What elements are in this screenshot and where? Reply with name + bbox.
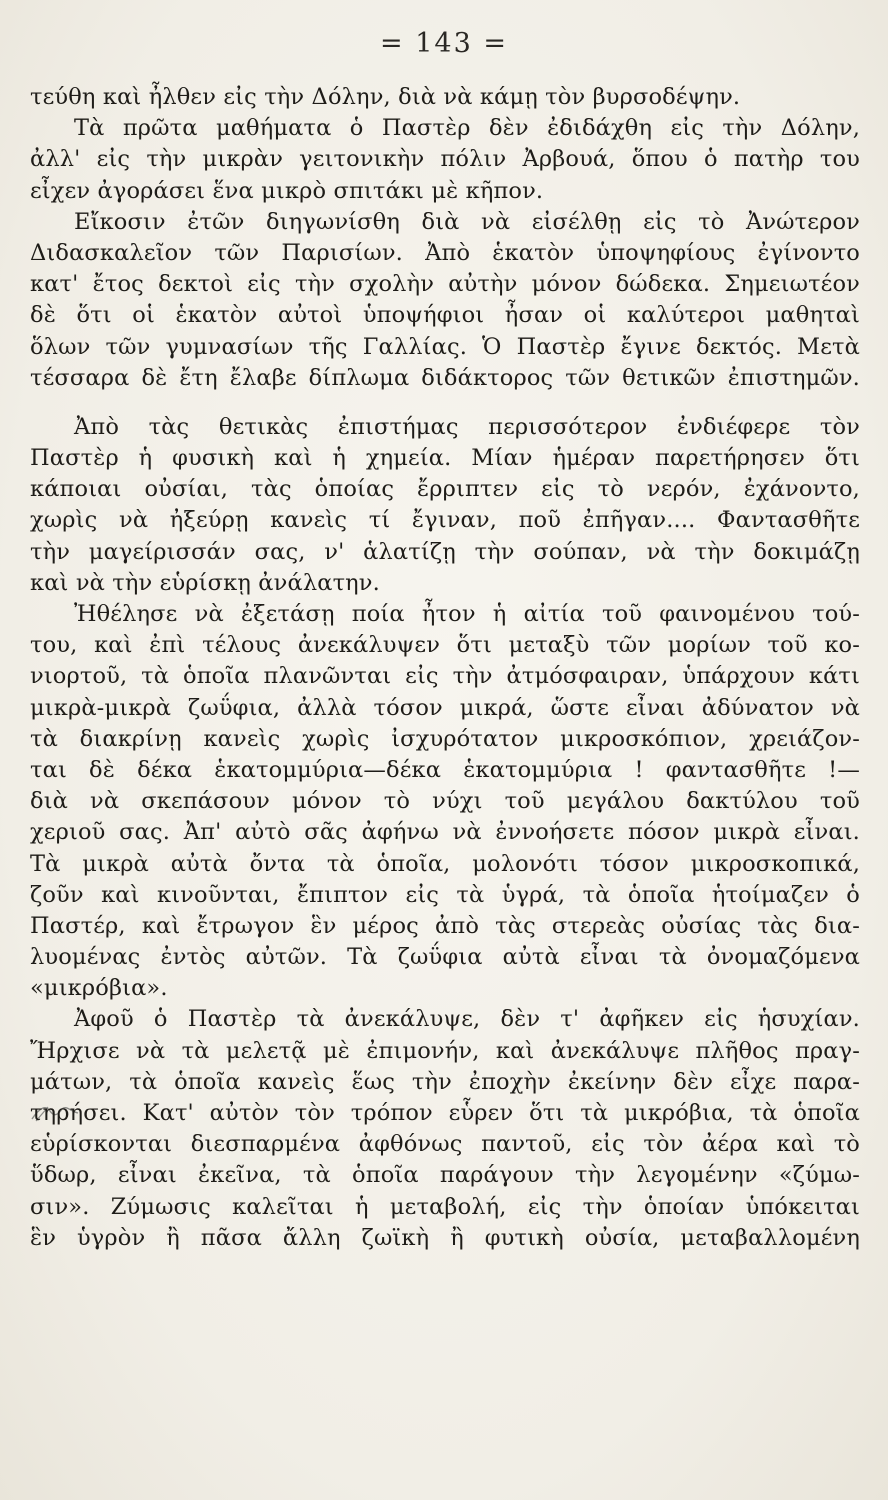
page-number: = 143 =	[380, 28, 508, 59]
text-line: ζοῦν καὶ κινοῦνται, ἔπιπτον εἰς τὰ ὑγρά, τὰ ὁποῖα ἡτοίμαζεν ὁ	[30, 881, 860, 908]
text-line: ἀλλ' εἰς τὴν μικρὰν γειτονικὴν πόλιν Ἀρβουά, ὅπου ὁ πατὴρ του	[30, 146, 860, 173]
text-line: Τὰ πρῶτα μαθήματα ὁ Παστὲρ δὲν ἐδιδάχθη εἰς τὴν Δόλην,	[74, 115, 860, 142]
text-line: εὑρίσκονται διεσπαρμένα ἀφθόνως παντοῦ, εἰς τὸν ἀέρα καὶ τὸ	[30, 1131, 860, 1158]
text-line: Ἤρχισε νὰ τὰ μελετᾷ μὲ ἐπιμονήν, καὶ ἀνεκάλυψε πλῆθος πραγ-	[30, 1037, 860, 1064]
text-line: ται δὲ δέκα ἑκατομμύρια—δέκα ἑκατομμύρια ! φαντασθῆτε !—	[30, 756, 860, 783]
text-line: τεύθη καὶ ἦλθεν εἰς τὴν Δόλην, διὰ νὰ κάμῃ τὸν βυρσοδέψην.	[30, 84, 741, 110]
text-line: εἶχεν ἀγοράσει ἕνα μικρὸ σπιτάκι μὲ κῆπον.	[30, 177, 544, 204]
text-line: «μικρόβια».	[30, 975, 168, 1002]
paragraph	[30, 207, 860, 394]
text-line: κατ' ἔτος δεκτοὶ εἰς τὴν σχολὴν αὐτὴν μόνον δώδεκα. Σημειωτέον	[30, 271, 860, 298]
text-line: Εἴκοσιν ἐτῶν διηγωνίσθη διὰ νὰ εἰσέλθῃ εἰς τὸ Ἀνώτερον	[74, 208, 860, 235]
text-line: σιν». Ζύμωσις καλεῖται ἡ μεταβολή, εἰς τὴν ὁποίαν ὑπόκειται	[30, 1193, 860, 1220]
paragraph	[30, 82, 860, 113]
text-line: χωρὶς νὰ ἠξεύρῃ κανεὶς τί ἔγιναν, ποῦ ἐπῆγαν.... Φαντασθῆτε	[30, 507, 860, 534]
text-line: χεριοῦ σας. Ἀπ' αὐτὸ σᾶς ἀφήνω νὰ ἐννοήσετε πόσον μικρὰ εἶναι.	[30, 819, 860, 846]
text-line: διὰ νὰ σκεπάσουν μόνον τὸ νύχι τοῦ μεγάλου δακτύλου τοῦ	[30, 788, 860, 815]
text-line: τὴν μαγείρισσάν σας, ν' ἁλατίζῃ τὴν σούπαν, νὰ τὴν δοκιμάζῃ	[30, 538, 860, 565]
text-line: Παστὲρ ἡ φυσικὴ καὶ ἡ χημεία. Μίαν ἡμέραν παρετήρησεν ὅτι	[30, 445, 860, 472]
text-line: μικρὰ-μικρὰ ζωΰφια, ἀλλὰ τόσον μικρά, ὥστε εἶναι ἀδύνατον νὰ	[30, 694, 860, 721]
text-line: Τὰ μικρὰ αὐτὰ ὄντα τὰ ὁποῖα, μολονότι τόσον μικροσκοπικά,	[30, 850, 860, 877]
paragraph	[30, 412, 860, 599]
text-line: τέσσαρα δὲ ἔτη ἔλαβε δίπλωμα διδάκτορος τῶν θετικῶν ἐπιστημῶν.	[30, 364, 860, 391]
paragraph	[30, 599, 860, 1004]
text-line: νιορτοῦ, τὰ ὁποῖα πλανῶνται εἰς τὴν ἀτμόσφαιραν, ὑπάρχουν κάτι	[30, 663, 860, 690]
text-line: ἓν ὑγρὸν ἢ πᾶσα ἄλλη ζωϊκὴ ἢ φυτικὴ οὐσία, μεταβαλλομένη	[30, 1224, 860, 1251]
text-line: καὶ νὰ τὴν εὑρίσκῃ ἀνάλατην.	[30, 569, 380, 596]
text-body	[30, 82, 860, 1254]
text-line: ὅλων τῶν γυμνασίων τῆς Γαλλίας. Ὁ Παστὲρ ἔγινε δεκτός. Μετὰ	[30, 333, 860, 360]
text-line: Παστέρ, καὶ ἔτρωγον ἓν μέρος ἀπὸ τὰς στερεὰς οὐσίας τὰς δια-	[30, 912, 860, 939]
text-line: ὕδωρ, εἶναι ἐκεῖνα, τὰ ὁποῖα παράγουν τὴν λεγομένην «ζύμω-	[30, 1162, 860, 1189]
text-line: τηρήσει. Κατ' αὐτὸν τὸν τρόπον εὗρεν ὅτι τὰ μικρόβια, τὰ ὁποῖα	[30, 1100, 860, 1126]
paragraph	[30, 1004, 860, 1254]
text-line: τὰ διακρίνῃ κανεὶς χωρὶς ἰσχυρότατον μικροσκόπιον, χρειάζον-	[30, 725, 860, 752]
text-line: Ἀφοῦ ὁ Παστὲρ τὰ ἀνεκάλυψε, δὲν τ' ἀφῆκεν εἰς ἡσυχίαν.	[74, 1006, 860, 1033]
text-line: Διδασκαλεῖον τῶν Παρισίων. Ἀπὸ ἑκατὸν ὑποψηφίους ἐγίνοντο	[30, 239, 860, 266]
text-line: μάτων, τὰ ὁποῖα κανεὶς ἕως τὴν ἐποχὴν ἐκείνην δὲν εἶχε παρα-	[30, 1068, 860, 1095]
text-line: Ἠθέλησε νὰ ἐξετάσῃ ποία ἦτον ἡ αἰτία τοῦ φαινομένου τού-	[74, 601, 860, 627]
text-line: λυομένας ἐντὸς αὐτῶν. Τὰ ζωΰφια αὐτὰ εἶναι τὰ ὀνομαζόμενα	[30, 944, 860, 971]
text-line: του, καὶ ἐπὶ τέλους ἀνεκάλυψεν ὅτι μεταξὺ τῶν μορίων τοῦ κο-	[30, 632, 860, 659]
text-line: δὲ ὅτι οἱ ἑκατὸν αὐτοὶ ὑποψήφιοι ἦσαν οἱ καλύτεροι μαθηταὶ	[30, 302, 860, 329]
text-line: κάποιαι οὐσίαι, τὰς ὁποίας ἔρριπτεν εἰς τὸ νερόν, ἐχάνοντο,	[30, 476, 860, 503]
text-line: Ἀπὸ τὰς θετικὰς ἐπιστήμας περισσότερον ἐνδιέφερε τὸν	[74, 413, 860, 440]
paragraph	[30, 113, 860, 207]
